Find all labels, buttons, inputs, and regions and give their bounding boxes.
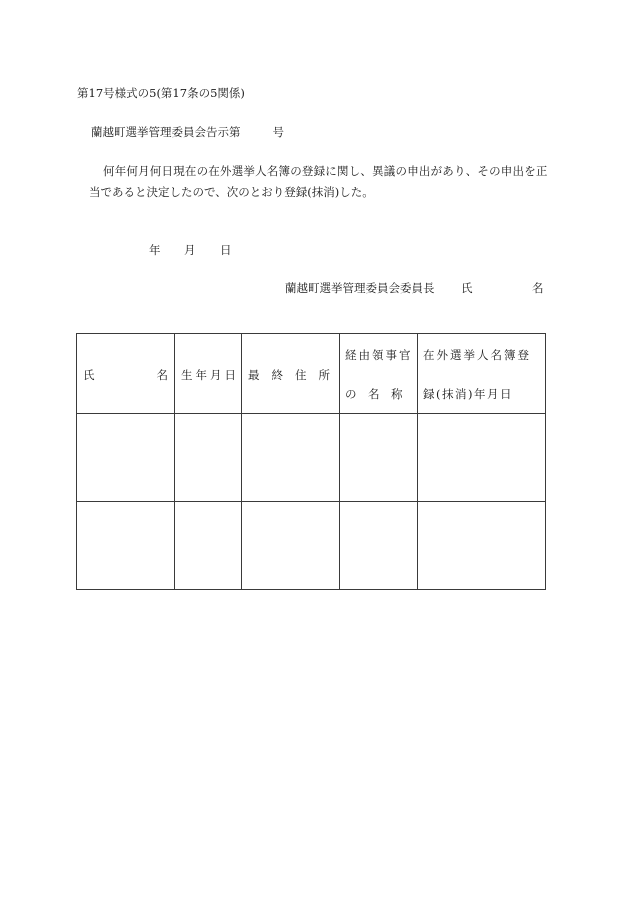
table-row [77, 502, 546, 590]
header-birthdate-label: 生年月日 [181, 368, 239, 382]
table-cell [175, 414, 242, 502]
table-cell [77, 414, 175, 502]
header-consulate-line-1: 経由領事官 [345, 348, 413, 362]
body-text-line-2: 当であると決定したので、次のとおり登録(抹消)した。 [89, 185, 374, 199]
table-cell [340, 502, 418, 590]
header-registration-date-line-2: 録(抹消)年月日 [423, 387, 513, 401]
table-cell [242, 414, 340, 502]
date-month: 月 [184, 243, 196, 257]
table-cell [242, 502, 340, 590]
table-header-row [77, 334, 546, 414]
header-name [77, 334, 175, 414]
header-last-address-label: 最終住所 [248, 368, 342, 382]
header-birthdate [175, 334, 242, 414]
notice-title [91, 124, 284, 140]
body-text-line-1: 何年何月何日現在の在外選挙人名簿の登録に関し、異議の申出があり、その申出を正 [103, 164, 548, 178]
date-year: 年 [149, 243, 161, 257]
signature-name-label-mei: 名 [532, 281, 544, 295]
table-cell [175, 502, 242, 590]
date-day: 日 [220, 243, 232, 257]
form-number: 第17号様式の5(第17条の5関係) [77, 86, 245, 100]
header-consulate-line-2: の 名 称 [345, 387, 403, 401]
register-table [76, 333, 546, 590]
header-last-address [242, 334, 340, 414]
table-cell [418, 414, 546, 502]
notice-title-text: 蘭越町選挙管理委員会告示第 [91, 125, 241, 139]
header-consulate [340, 334, 418, 414]
header-registration-date-line-1: 在外選挙人名簿登 [423, 348, 531, 362]
signature-name-label-shi: 氏 [461, 281, 473, 295]
notice-suffix: 号 [272, 125, 284, 139]
header-name-shi: 氏 [83, 368, 95, 382]
header-registration-date [418, 334, 546, 414]
table-cell [340, 414, 418, 502]
header-name-mei: 名 [156, 368, 168, 382]
table-cell [418, 502, 546, 590]
table-cell [77, 502, 175, 590]
table-row [77, 414, 546, 502]
signature-organization: 蘭越町選挙管理委員会委員長 [285, 281, 435, 295]
